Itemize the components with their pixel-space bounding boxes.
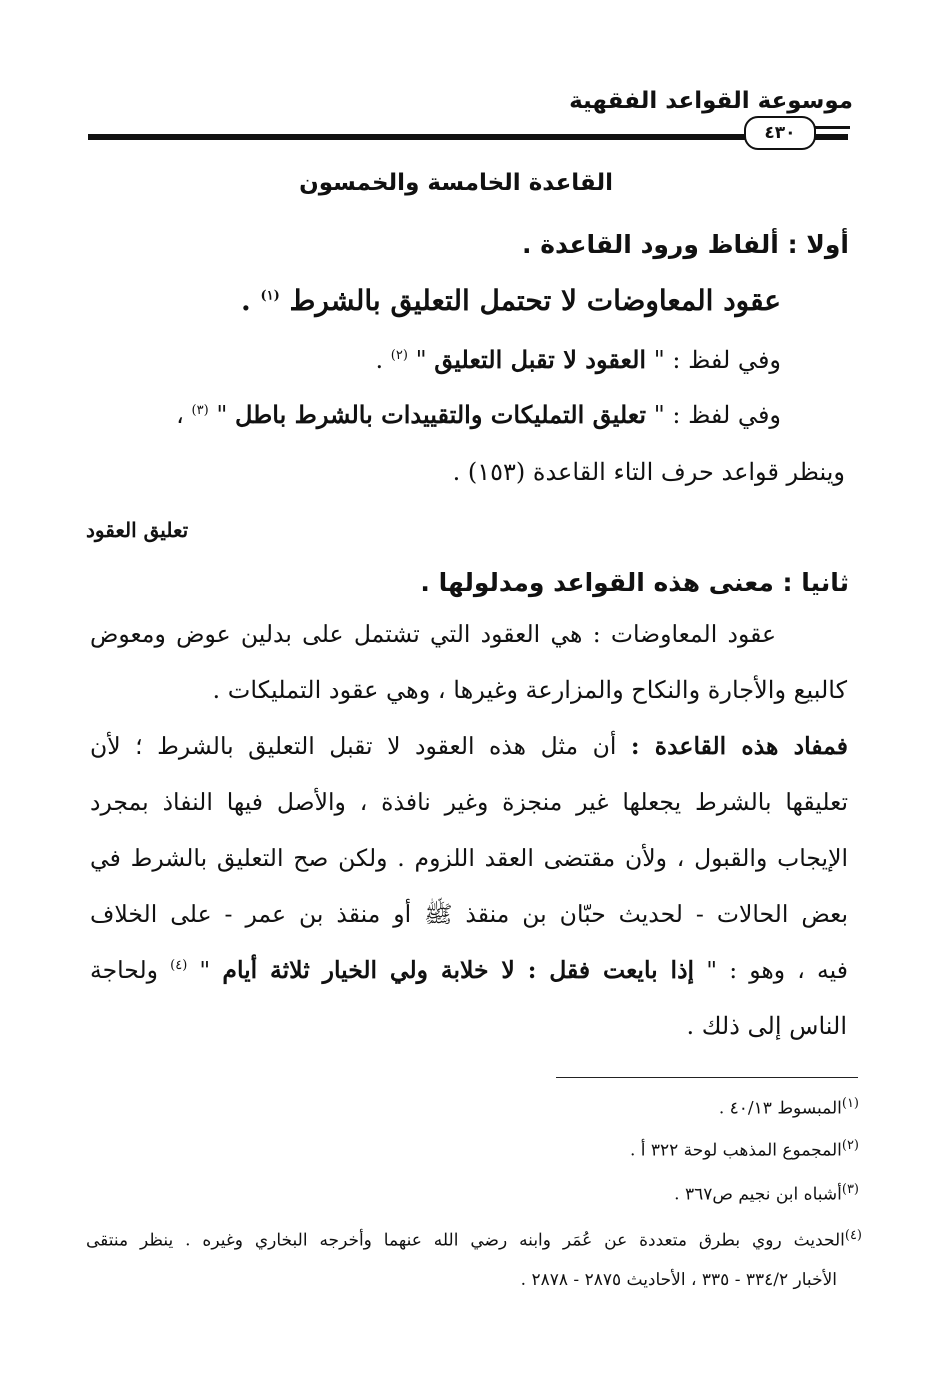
variant-wording-1: وفي لفظ : " العقود لا تقبل التعليق " $^{(٢)}$ . <box>375 345 781 374</box>
paragraph-2-line-3: الإيجاب والقبول ، ولأن مقتضى العقد اللزوم . ولكن صح التعليق بالشرط في <box>90 844 848 872</box>
header-rule-accent <box>814 126 850 129</box>
page-number: ٤٣٠ <box>764 123 796 143</box>
header-rule <box>88 134 848 140</box>
footnote-1: $^{(١)}$المبسوط ٤٠/١٣ . <box>718 1096 859 1119</box>
paragraph-2-line-1: فمفاد هذه القاعدة : أن مثل هذه العقود لا تقبل التعليق بالشرط ؛ لأن <box>90 732 848 760</box>
paragraph-2-line-6: الناس إلى ذلك . <box>686 1012 847 1040</box>
paragraph-2-line-4: بعض الحالات - لحديث حبّان بن منقذ ﷺ أو منقذ بن عمر - على الخلاف <box>90 900 848 928</box>
footnote-4-line-2: الأخبار ٣٣٤/٢ - ٣٣٥ ، الأحاديث ٢٨٧٥ - ٢٨٧٨ . <box>520 1270 837 1290</box>
hadith-quote: إذا بايعت فقل : لا خلابة ولي الخيار ثلاثة أيام <box>222 956 695 984</box>
main-rule: عقود المعاوضات لا تحتمل التعليق بالشرط <box>289 284 781 317</box>
footnote-2: $^{(٢)}$المجموع المذهب لوحة ٣٢٢ أ . <box>629 1138 859 1161</box>
margin-topic-label: تعليق العقود <box>86 518 189 542</box>
paragraph-1-line-2: كالبيع والأجارة والنكاح والمزارعة وغيرها ، وهي عقود التمليكات . <box>212 676 847 704</box>
section-heading-2: ثانيا : معنى هذه القواعد ومدلولها . <box>420 568 849 597</box>
paragraph-1-line-1: عقود المعاوضات : هي العقود التي تشتمل على بدلين عوض ومعوض <box>90 620 776 648</box>
footnote-3: $^{(٣)}$أشباه ابن نجيم ص٣٦٧ . <box>674 1182 859 1205</box>
footnote-4-line-1: $^{(٤)}$الحديث روي بطرق متعددة عن عُمَر وابنه رضي الله عنهما وأخرجه البخاري وغيره . ينظر منتقى <box>86 1228 862 1251</box>
rule-title: القاعدة الخامسة والخمسون <box>299 170 613 196</box>
variant-wording-2: وفي لفظ : " تعليق التمليكات والتقييدات بالشرط باطل " $^{(٣)}$ ، <box>176 400 781 429</box>
footnote-ref-4: (٤) <box>170 958 188 974</box>
footnote-ref-2: (٢) <box>390 348 408 363</box>
paragraph-2-line-2: تعليقها بالشرط يجعلها غير منجزة وغير نافذة ، والأصل فيها النفاذ بمجرد <box>90 788 848 816</box>
page-number-badge <box>744 116 816 150</box>
section-heading-1: أولا : ألفاظ ورود القاعدة . <box>522 230 849 259</box>
footnote-ref-3: (٣) <box>191 403 209 418</box>
running-head-title: موسوعة القواعد الفقهية <box>569 88 853 114</box>
footnote-ref-1: (١) <box>260 288 280 304</box>
paragraph-2-line-5: فيه ، وهو : " إذا بايعت فقل : لا خلابة ولي الخيار ثلاثة أيام " $^{(٤)}$ ولحاجة <box>90 956 848 984</box>
variant-rule-1: العقود لا تقبل التعليق <box>434 345 647 374</box>
paragraph-lead: فمفاد هذه القاعدة : <box>630 732 848 760</box>
variant-rule-2: تعليق التمليكات والتقييدات بالشرط باطل <box>235 400 647 429</box>
footnote-separator <box>556 1077 858 1078</box>
main-rule-text: عقود المعاوضات لا تحتمل التعليق بالشرط $^{(١)}$ . <box>240 284 781 317</box>
cross-reference: وينظر قواعد حرف التاء القاعدة (١٥٣) . <box>452 458 845 486</box>
